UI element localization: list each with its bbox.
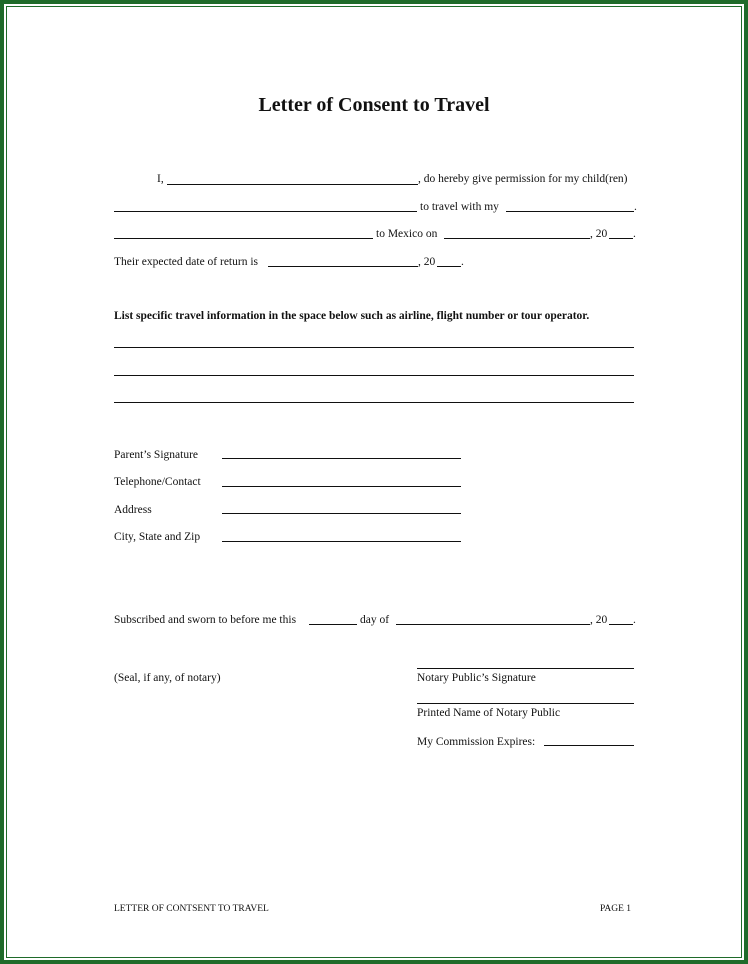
notary-commission-label: My Commission Expires: xyxy=(417,736,536,748)
line3-middle: to Mexico on xyxy=(376,228,438,240)
line4-prefix: Their expected date of return is xyxy=(114,256,259,268)
companion-field[interactable] xyxy=(506,211,634,212)
sworn-year-field[interactable] xyxy=(609,624,633,625)
line4-year-prefix: , 20 xyxy=(418,256,436,268)
city-state-zip-field[interactable] xyxy=(222,541,461,542)
line1-suffix: , do hereby give permission for my child(ren) xyxy=(418,173,628,185)
return-year-field[interactable] xyxy=(437,266,461,267)
parent-signature-field[interactable] xyxy=(222,458,461,459)
sworn-prefix: Subscribed and sworn to before me this xyxy=(114,614,297,626)
return-date-field[interactable] xyxy=(268,266,418,267)
address-field[interactable] xyxy=(222,513,461,514)
travel-info-instruction: List specific travel information in the space below such as airline, flight number or tour operator. xyxy=(114,310,590,322)
city-state-zip-label: City, State and Zip xyxy=(114,531,201,543)
departure-date-field[interactable] xyxy=(444,238,590,239)
footer-document-name: LETTER OF CONTSENT TO TRAVEL xyxy=(114,904,269,914)
travel-info-line-2[interactable] xyxy=(114,375,634,376)
line2-end: . xyxy=(634,201,637,213)
footer-page-number: PAGE 1 xyxy=(600,904,632,914)
notary-printed-name-label: Printed Name of Notary Public xyxy=(417,707,561,719)
notary-seal-label: (Seal, if any, of notary) xyxy=(114,672,221,684)
line2-middle: to travel with my xyxy=(420,201,499,213)
notary-printed-name-field[interactable] xyxy=(417,703,634,704)
line1-prefix: I, xyxy=(157,173,164,185)
line3-end: . xyxy=(633,228,636,240)
travel-info-line-1[interactable] xyxy=(114,347,634,348)
travel-info-line-3[interactable] xyxy=(114,402,634,403)
departure-year-field[interactable] xyxy=(609,238,633,239)
sworn-year-prefix: , 20 xyxy=(590,614,608,626)
parent-signature-label: Parent’s Signature xyxy=(114,449,198,461)
address-label: Address xyxy=(114,504,152,516)
grantor-name-field[interactable] xyxy=(167,184,418,185)
notary-commission-field[interactable] xyxy=(544,745,634,746)
sworn-day-field[interactable] xyxy=(309,624,357,625)
children-names-field[interactable] xyxy=(114,211,417,212)
line3-year-prefix: , 20 xyxy=(590,228,608,240)
sworn-end: . xyxy=(633,614,636,626)
notary-signature-field[interactable] xyxy=(417,668,634,669)
companion-name-field[interactable] xyxy=(114,238,373,239)
sworn-day-of: day of xyxy=(360,614,390,626)
telephone-contact-field[interactable] xyxy=(222,486,461,487)
line4-end: . xyxy=(461,256,464,268)
telephone-contact-label: Telephone/Contact xyxy=(114,476,201,488)
sworn-month-field[interactable] xyxy=(396,624,590,625)
notary-signature-label: Notary Public’s Signature xyxy=(417,672,536,684)
document-title: Letter of Consent to Travel xyxy=(258,94,490,116)
